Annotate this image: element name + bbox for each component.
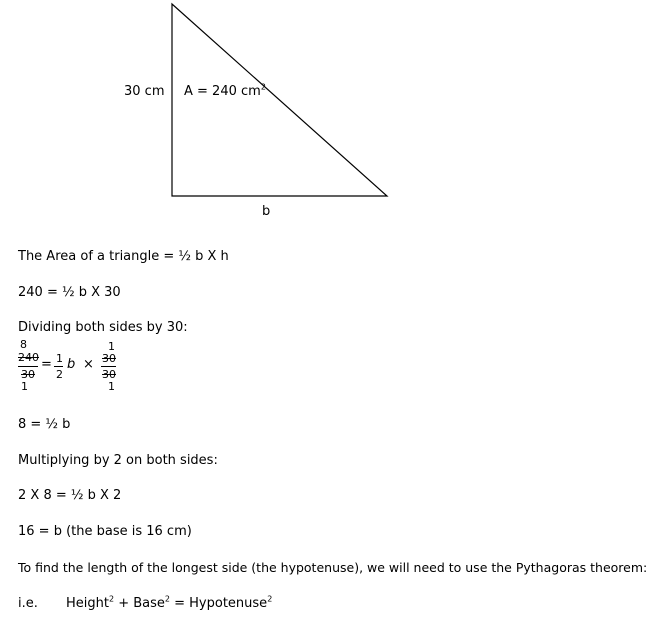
substitution-line: 240 = ½ b X 30	[18, 285, 121, 300]
multiplying-line: Multiplying by 2 on both sides:	[18, 453, 218, 468]
right-numerator: 30	[102, 352, 116, 365]
area-label-exponent: 2	[260, 82, 266, 92]
right-fraction-bar	[101, 366, 116, 367]
eight-half-b-line: 8 = ½ b	[18, 417, 71, 432]
right-cancel-bottom: 1	[108, 380, 115, 393]
hypotenuse-intro-line: To find the length of the longest side (the hypotenuse), we will need to use the Pythagoras theorem:	[18, 560, 648, 575]
right-triangle-diagram	[0, 0, 654, 230]
left-fraction-bar	[18, 366, 38, 367]
hypotenuse-term: = Hypotenuse	[170, 596, 268, 611]
height-term: Height	[66, 596, 109, 611]
left-denominator: 30	[21, 368, 35, 381]
two-x-eight-line: 2 X 8 = ½ b X 2	[18, 488, 122, 503]
left-cancel-bottom: 1	[21, 380, 28, 393]
height-exponent: 2	[108, 594, 115, 604]
half-fraction-bar	[54, 366, 63, 367]
hypotenuse-exponent: 2	[267, 594, 273, 604]
area-label-text: A = 240 cm	[184, 84, 261, 99]
result-line: 16 = b (the base is 16 cm)	[18, 524, 192, 539]
equals-sign: =	[41, 357, 52, 372]
triangle-shape	[172, 4, 387, 196]
area-formula-line: The Area of a triangle = ½ b X h	[18, 249, 229, 264]
left-numerator: 240	[18, 351, 39, 364]
base-exponent: 2	[164, 594, 170, 604]
variable-b: b	[67, 357, 76, 372]
area-label	[184, 84, 266, 100]
times-sign: ×	[83, 357, 94, 372]
right-cancel-top: 1	[108, 340, 115, 353]
left-cancel-top: 8	[20, 338, 27, 351]
half-numerator: 1	[56, 352, 63, 365]
pythagoras-formula	[66, 596, 272, 612]
dividing-line: Dividing both sides by 30:	[18, 320, 188, 335]
height-label: 30 cm	[124, 84, 165, 99]
base-label: b	[262, 204, 271, 219]
half-denominator: 2	[56, 368, 63, 381]
ie-label: i.e.	[18, 596, 38, 611]
right-denominator: 30	[102, 368, 116, 381]
base-term: + Base	[114, 596, 165, 611]
